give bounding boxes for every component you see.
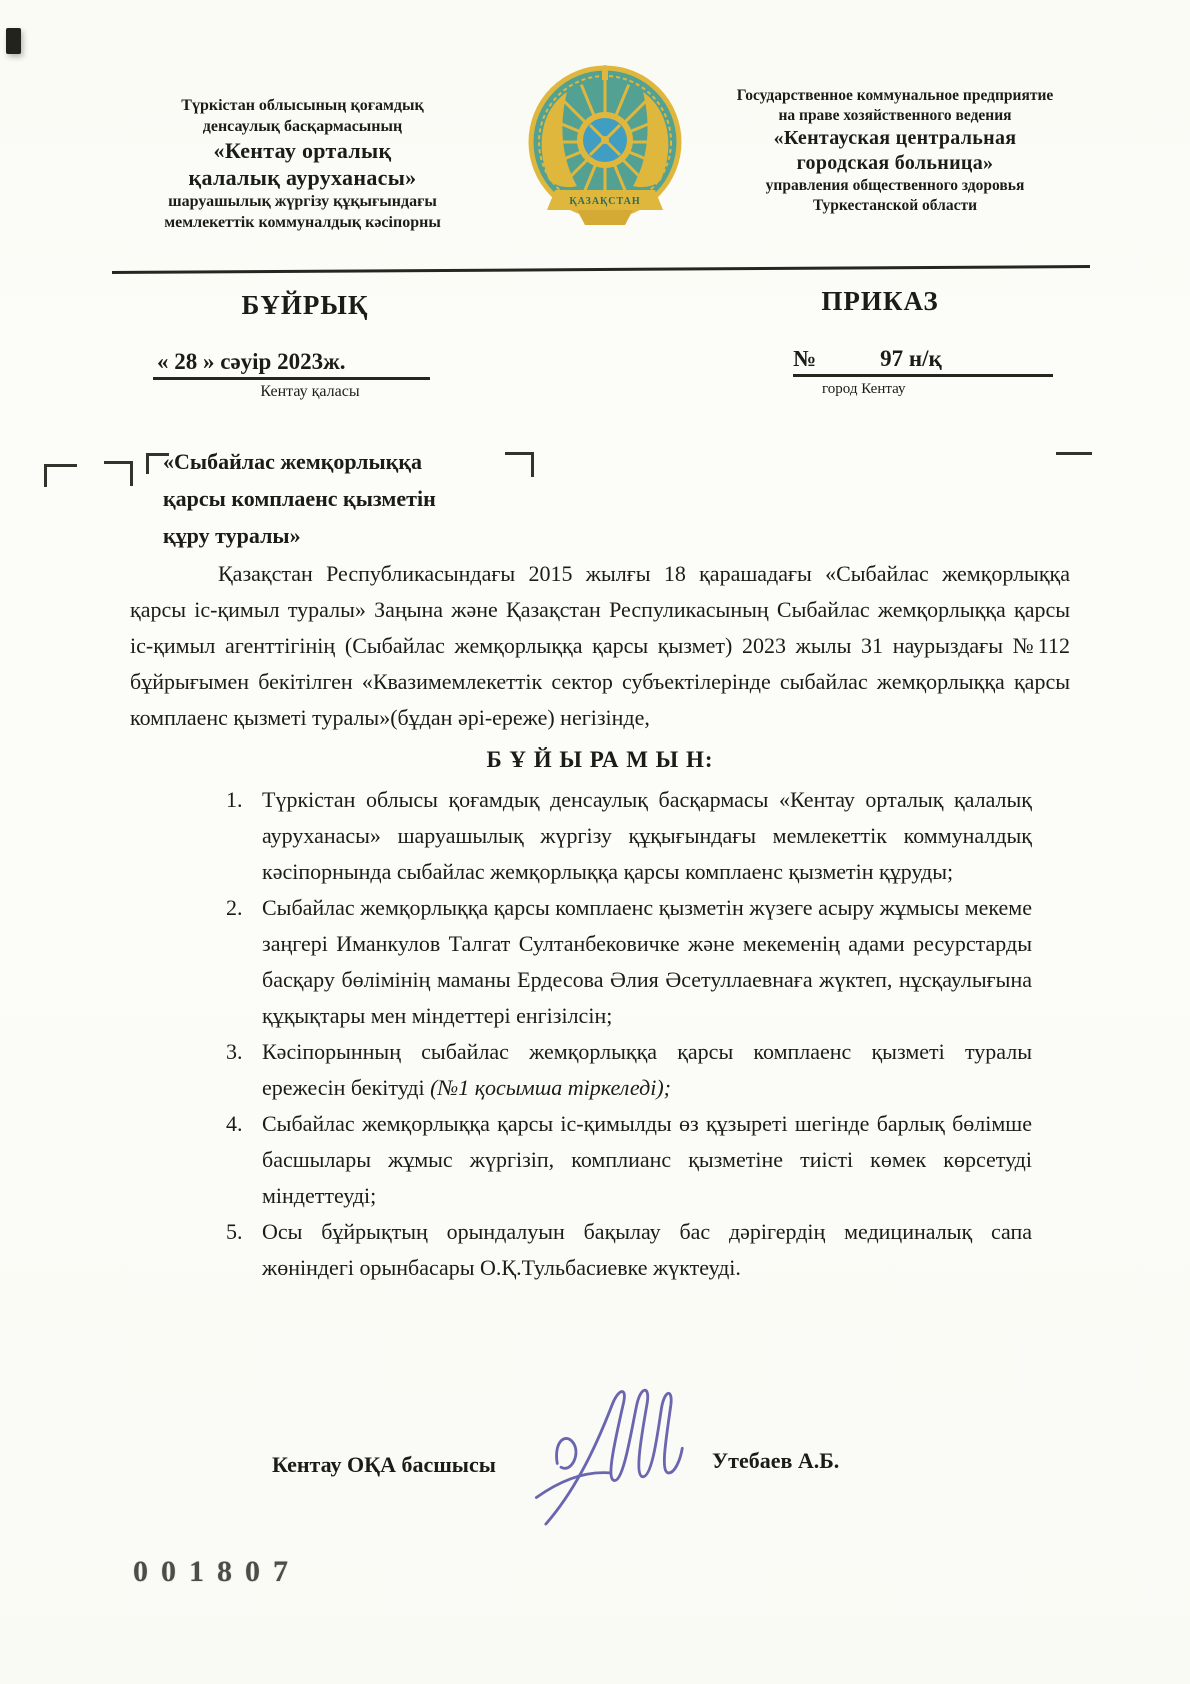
order-item: [226, 782, 1032, 890]
order-place-kazakh: Кентау қаласы: [260, 383, 360, 400]
order-item: [226, 890, 1032, 1034]
item-text: [262, 890, 1032, 1034]
signer-position: Кентау ОҚА басшысы: [272, 1452, 496, 1477]
item-text-main: Сыбайлас жемқорлыққа қарсы іс-қимылды өз құзыреті шегінде барлық бөлімше басшылары жұмыс жүргізіп, комплианс қызметіне тиісті көмек көрсетуді міндеттеуді;: [262, 1111, 1032, 1208]
item-text: [262, 782, 1032, 890]
order-item: [226, 1106, 1032, 1214]
org-block-kazakh: [135, 95, 470, 233]
order-subject: [163, 443, 583, 554]
order-title-kazakh: БҰЙРЫҚ: [241, 290, 369, 320]
item-text-italic: (№1 қосымша тіркеледі);: [430, 1075, 672, 1100]
order-body: [130, 556, 1070, 1286]
subject-line: қарсы комплаенс қызметін: [163, 486, 436, 511]
corner-mark: [44, 464, 77, 487]
order-number: [793, 346, 1053, 377]
item-number: 5.: [226, 1219, 243, 1244]
org-line: Государственное коммунальное предприятие: [736, 87, 1054, 104]
org-line: шаруашылық жүргізу құқығындағы: [168, 193, 437, 210]
item-text-main: Түркістан облысы қоғамдық денсаулық басқармасы «Кентау орталық қалалық ауруханасы» шаруашылық жүргізу құқығындағы мемлекеттік коммуналдық кәсіпорнында сыбайлас жемқорлыққа қарсы комплаенс қызметін құруды;: [262, 787, 1032, 884]
item-text-main: Сыбайлас жемқорлыққа қарсы комплаенс қызметін жүзеге асыру жұмысы мекеме заңгері Иманкулов Талгат Султанбековичке және мекеменің адами ресурстарды басқару бөлімінің маманы Ердесова Әлия Әсетуллаевнаға жүктеп, нұсқаулығына құқықтары мен міндеттері енгізілсін;: [262, 895, 1032, 1028]
item-text: [262, 1106, 1032, 1214]
item-text: [262, 1214, 1032, 1286]
subject-line: «Сыбайлас жемқорлыққа: [163, 449, 422, 474]
org-line: управления общественного здоровья: [765, 177, 1025, 194]
order-item: [226, 1034, 1032, 1106]
org-line: Туркестанской области: [812, 197, 978, 214]
org-block-russian: [695, 86, 1095, 216]
resolution-word: Б Ұ Й Ы РА М Ы Н:: [486, 747, 714, 772]
number-value: 97 н/қ: [880, 346, 942, 371]
item-text-main: Кәсіпорынның сыбайлас жемқорлыққа қарсы комплаенс қызметі туралы ережесін бекітуді: [262, 1039, 1032, 1100]
org-line: денсаулық басқармасының: [202, 118, 403, 135]
item-text: [262, 1034, 1032, 1106]
number-sign: №: [793, 346, 817, 371]
stamped-serial-number: 001807: [133, 1555, 301, 1588]
org-line: мемлекеттік коммуналдық кәсіпорны: [164, 214, 441, 231]
order-place-russian: город Кентау: [822, 381, 906, 397]
signer-name: Утебаев А.Б.: [712, 1448, 840, 1473]
corner-mark: [1056, 452, 1092, 455]
order-date-text: « 28 » сәуір 2023ж.: [153, 349, 430, 380]
order-item: [226, 1214, 1032, 1286]
header-divider-line: [112, 265, 1090, 274]
subject-line: құру туралы»: [163, 523, 301, 548]
handwritten-signature: [525, 1368, 705, 1538]
preamble-paragraph: Қазақстан Республикасындағы 2015 жылғы 18 қарашадағы «Сыбайлас жемқорлыққа қарсы іс-қимыл туралы» Заңына және Қазақстан Респуликасының Сыбайлас жемқорлыққа қарсы іс-қимыл агенттігінің (Сыбайлас жемқорлыққа қарсы қызмет) 2023 жылы 31 наурыздағы №112 бұйрығымен бекітілген «Квазимемлекеттік сектор субъектілерінде сыбайлас жемқорлыққа қарсы комплаенс қызметі туралы»(бұдан әрі-ереже) негізінде,: [130, 561, 1070, 730]
item-number: 3.: [226, 1039, 243, 1064]
item-number: 2.: [226, 895, 243, 920]
item-number: 1.: [226, 787, 243, 812]
order-date: [153, 349, 430, 380]
org-name-line: «Кентауская центральная: [773, 127, 1017, 149]
scan-artifact-mark: [6, 28, 21, 54]
item-text-main: Осы бұйрықтың орындалуын бақылау бас дәрігердің медициналық сапа жөніндегі орынбасары О.Қ.Тульбасиевке жүктеуді.: [262, 1219, 1032, 1280]
order-items-list: [130, 782, 1070, 1286]
org-line: на праве хозяйственного ведения: [778, 107, 1012, 124]
emblem-banner-text: ҚАЗАҚСТАН: [569, 196, 641, 207]
item-number: 4.: [226, 1111, 243, 1136]
org-name-line: городская больница»: [796, 152, 994, 174]
org-name-line: «Кентау орталық: [213, 138, 392, 163]
corner-mark: [104, 461, 133, 486]
order-title-russian: ПРИКАЗ: [821, 286, 939, 316]
org-line: Түркістан облысының қоғамдық: [181, 97, 424, 114]
kazakhstan-emblem-icon: [515, 62, 695, 234]
org-name-line: қалалық ауруханасы»: [188, 165, 417, 190]
